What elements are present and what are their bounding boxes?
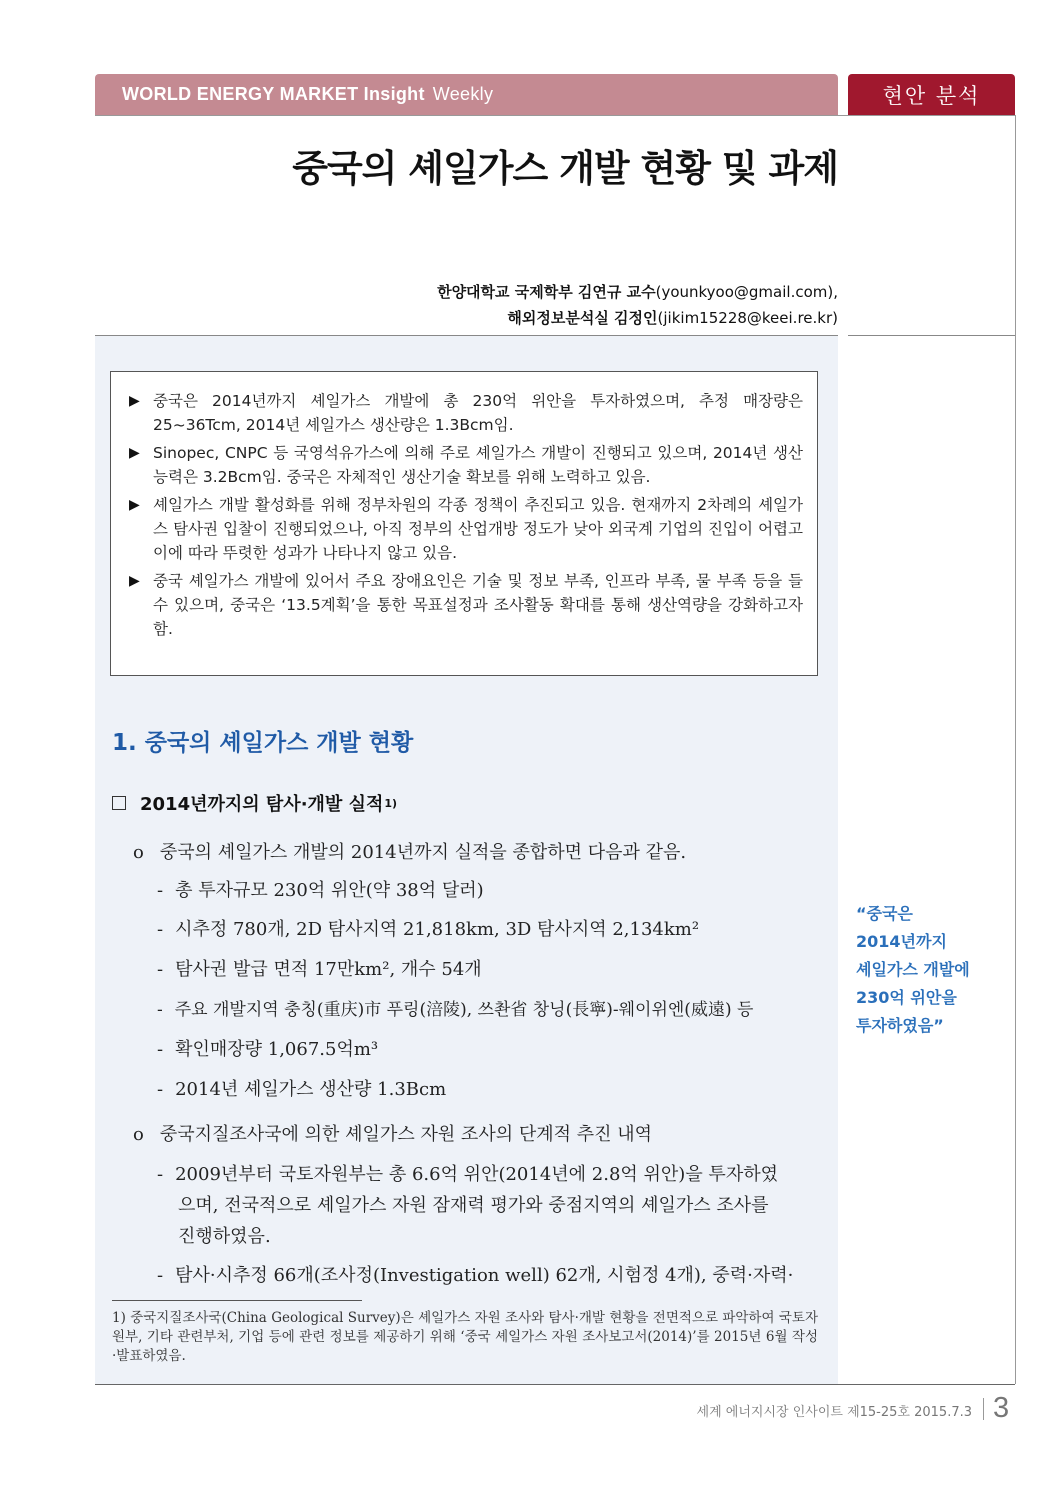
dash-item-continued: 진행하였음. [178,1226,271,1247]
summary-item: ▶ 중국은 2014년까지 셰일가스 개발에 총 230억 위안을 투자하였으며, 추정 매장량은 25~36Tcm, 2014년 셰일가스 생산량은 1.3Bcm임. [129,389,803,437]
dash-bullet-icon: - [157,1164,164,1185]
section-heading: 1. 중국의 셰일가스 개발 현황 [112,730,414,756]
bottom-rule [95,1384,1015,1385]
dash-item: - 총 투자규모 230억 위안(약 38억 달러) [157,880,484,901]
section-tag: 현안 분석 [848,74,1015,115]
header-bar [95,74,838,115]
dash-bullet-icon: - [157,1265,164,1286]
dash-item: - 탐사권 발급 면적 17만km², 개수 54개 [157,959,482,980]
circle-bullet-icon: ο [133,1124,144,1145]
summary-box [110,371,818,676]
right-border [1015,115,1016,1384]
author-1: 한양대학교 국제학부 김연규 교수(younkyoo@gmail.com), [437,283,838,301]
summary-item: ▶ 셰일가스 개발 활성화를 위해 정부차원의 각종 정책이 추진되고 있음. 현재까지 2차례의 셰일가스 탐사권 입찰이 진행되었으나, 아직 정부의 산업개방 정도가 낮아 외국계 기업의 진입이 어렵고 이에 따라 뚜렷한 성과가 나타나지 않고 있음. [129,493,803,565]
dash-item: - 탐사·시추정 66개(조사정(Investigation well) 62개, 시험정 4개), 중력·자력· [157,1265,794,1286]
footnote-rule [112,1300,362,1301]
summary-item: ▶ 중국 셰일가스 개발에 있어서 주요 장애요인은 기술 및 정보 부족, 인프라 부족, 물 부족 등을 들 수 있으며, 중국은 ‘13.5계획’을 통한 목표설정과 조사활동 확대를 통해 생산역량을 강화하고자 함. [129,569,803,641]
triangle-bullet-icon: ▶ [129,445,140,461]
circle-bullet-icon: ο [133,842,144,863]
page-number: 3 [993,1392,1010,1424]
dash-bullet-icon: - [157,880,164,901]
dash-item: - 주요 개발지역 충칭(重庆)市 푸링(涪陵), 쓰촨省 창닝(長寧)-웨이위엔(威遠) 등 [157,1000,754,1020]
publication-info: 세계 에너지시장 인사이트 제15-25호 2015.7.3 [696,1405,972,1420]
triangle-bullet-icon: ▶ [129,393,140,409]
dash-item: - 2014년 셰일가스 생산량 1.3Bcm [157,1079,447,1100]
footnote: 1) 중국지질조사국(China Geological Survey)은 셰일가스 자원 조사와 탐사·개발 현황을 전면적으로 파악하여 국토자원부, 기타 관련부처, 기업 등에 관련 정보를 제공하기 위해 ‘중국 셰일가스 자원 조사보고서(2014)’를 2015년 6월 작성·발표하였음. [112,1310,818,1364]
header-rule [95,115,1015,116]
author-2: 해외정보분석실 김정인(jikim15228@keei.re.kr) [507,309,838,327]
dash-bullet-icon: - [157,919,164,940]
pull-quote: “중국은 2014년까지 셰일가스 개발에 230억 위안을 투자하였음” [856,904,970,1035]
checkbox-square-icon [112,796,126,810]
dash-bullet-icon: - [157,1000,163,1020]
subsection-heading: 2014년까지의 탐사·개발 실적 1) [112,790,397,816]
footer-separator [983,1398,984,1420]
dash-item: - 시추정 780개, 2D 탐사지역 21,818km, 3D 탐사지역 2,134km² [157,919,700,940]
brand-title: WORLD ENERGY MARKET Insight Weekly [122,84,494,104]
triangle-bullet-icon: ▶ [129,573,140,589]
triangle-bullet-icon: ▶ [129,497,140,513]
body-point-1: ο 중국의 셰일가스 개발의 2014년까지 실적을 종합하면 다음과 같음. [133,842,687,863]
dash-item: - 2009년부터 국토자원부는 총 6.6억 위안(2014년에 2.8억 위안)을 투자하였 [157,1164,778,1185]
summary-item: ▶ Sinopec, CNPC 등 국영석유가스에 의해 주로 셰일가스 개발이 진행되고 있으며, 2014년 생산능력은 3.2Bcm임. 중국은 자체적인 생산기술 확보를 위해 노력하고 있음. [129,441,803,489]
body-point-2: ο 중국지질조사국에 의한 셰일가스 자원 조사의 단계적 추진 내역 [133,1124,652,1145]
dash-bullet-icon: - [157,1079,164,1100]
dash-item: - 확인매장량 1,067.5억m³ [157,1039,379,1060]
footnote-ref: 1) [384,796,398,810]
dash-bullet-icon: - [157,1039,164,1060]
dash-bullet-icon: - [157,959,164,980]
page-title: 중국의 셰일가스 개발 현황 및 과제 [292,147,838,190]
dash-item-continued: 으며, 전국적으로 셰일가스 자원 잠재력 평가와 중점지역의 셰일가스 조사를 [178,1195,769,1216]
author-rule-right [848,335,1015,336]
